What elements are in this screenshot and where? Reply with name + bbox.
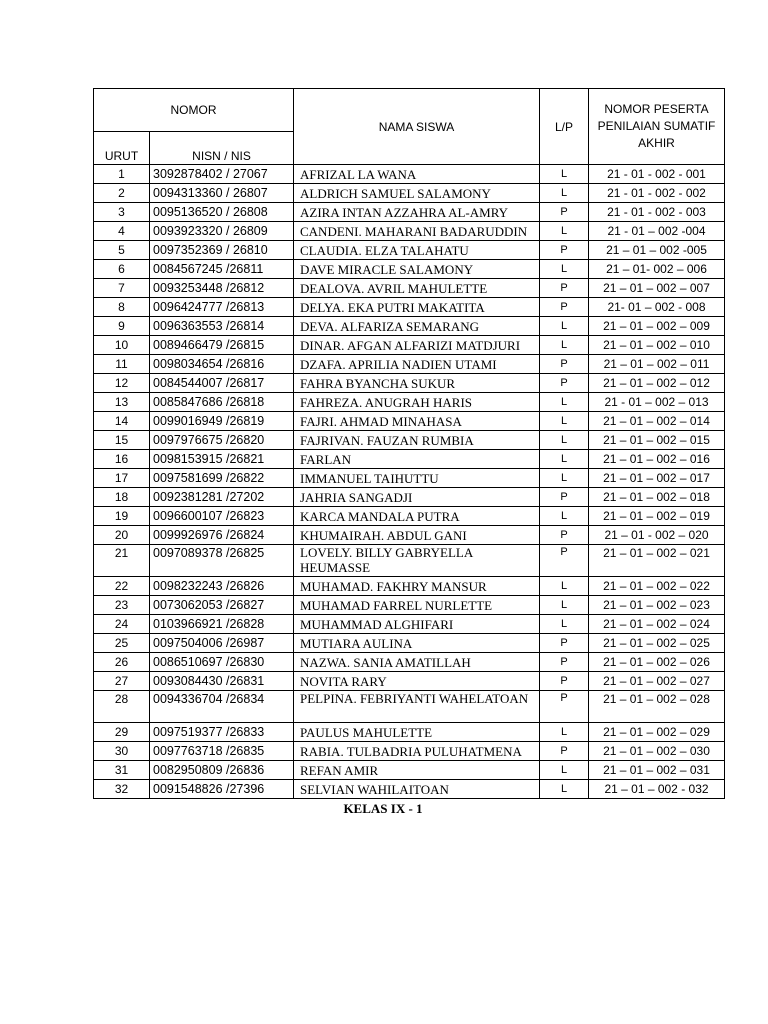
- cell-nisn-nis: 0099926976 /26824: [150, 526, 294, 545]
- cell-nama-siswa: DINAR. AFGAN ALFARIZI MATDJURI: [294, 336, 540, 355]
- cell-nama-siswa: NAZWA. SANIA AMATILLAH: [294, 653, 540, 672]
- table-row: [94, 241, 725, 260]
- cell-nama-siswa: FAJRI. AHMAD MINAHASA: [294, 412, 540, 431]
- table-row: [94, 615, 725, 634]
- cell-lp: L: [540, 184, 589, 203]
- cell-lp: P: [540, 488, 589, 507]
- cell-lp: L: [540, 260, 589, 279]
- cell-nisn-nis: 0093923320 / 26809: [150, 222, 294, 241]
- cell-urut: 9: [94, 317, 150, 336]
- cell-urut: 27: [94, 672, 150, 691]
- cell-nama-siswa: FAHRA BYANCHA SUKUR: [294, 374, 540, 393]
- table-row: [94, 412, 725, 431]
- cell-urut: 10: [94, 336, 150, 355]
- cell-urut: 6: [94, 260, 150, 279]
- table-row: [94, 317, 725, 336]
- cell-urut: 22: [94, 577, 150, 596]
- cell-nomor-peserta: 21 – 01 – 002 – 015: [589, 431, 725, 450]
- cell-nama-siswa: ALDRICH SAMUEL SALAMONY: [294, 184, 540, 203]
- cell-nomor-peserta: 21 - 01 – 002 -004: [589, 222, 725, 241]
- cell-urut: 1: [94, 165, 150, 184]
- cell-lp: P: [540, 203, 589, 222]
- cell-nomor-peserta: 21 – 01 – 002 – 018: [589, 488, 725, 507]
- cell-nama-siswa: LOVELY. BILLY GABRYELLA HEUMASSE: [294, 545, 540, 577]
- cell-urut: 28: [94, 691, 150, 723]
- student-list-sheet: [93, 88, 724, 817]
- cell-nomor-peserta: 21 – 01 – 002 – 025: [589, 634, 725, 653]
- cell-nisn-nis: 0097089378 /26825: [150, 545, 294, 577]
- cell-nisn-nis: 0095136520 / 26808: [150, 203, 294, 222]
- cell-nama-siswa: DELYA. EKA PUTRI MAKATITA: [294, 298, 540, 317]
- header-nomor-peserta-line3: AKHIR: [638, 136, 675, 150]
- student-table: [93, 88, 725, 799]
- cell-nomor-peserta: 21 – 01 – 002 – 028: [589, 691, 725, 723]
- header-nisn-nis: NISN / NIS: [150, 132, 294, 165]
- table-row: [94, 222, 725, 241]
- table-row: [94, 184, 725, 203]
- table-row: [94, 431, 725, 450]
- cell-nomor-peserta: 21 – 01- 002 – 006: [589, 260, 725, 279]
- table-row: [94, 469, 725, 488]
- cell-lp: L: [540, 723, 589, 742]
- cell-nama-siswa: RABIA. TULBADRIA PULUHATMENA: [294, 742, 540, 761]
- table-row: [94, 723, 725, 742]
- cell-urut: 14: [94, 412, 150, 431]
- cell-nomor-peserta: 21 – 01 – 002 – 021: [589, 545, 725, 577]
- header-urut: URUT: [94, 132, 150, 165]
- cell-urut: 18: [94, 488, 150, 507]
- cell-urut: 30: [94, 742, 150, 761]
- cell-nisn-nis: 0097976675 /26820: [150, 431, 294, 450]
- cell-nama-siswa: FAJRIVAN. FAUZAN RUMBIA: [294, 431, 540, 450]
- cell-nama-siswa: SELVIAN WAHILAITOAN: [294, 780, 540, 799]
- table-row: [94, 634, 725, 653]
- cell-nomor-peserta: 21 – 01 – 002 – 022: [589, 577, 725, 596]
- cell-nisn-nis: 0089466479 /26815: [150, 336, 294, 355]
- table-row: [94, 279, 725, 298]
- table-row: [94, 577, 725, 596]
- table-row: [94, 742, 725, 761]
- cell-nisn-nis: 0097519377 /26833: [150, 723, 294, 742]
- cell-nama-siswa: DAVE MIRACLE SALAMONY: [294, 260, 540, 279]
- cell-nisn-nis: 3092878402 / 27067: [150, 165, 294, 184]
- cell-urut: 12: [94, 374, 150, 393]
- cell-nomor-peserta: 21 – 01 – 002 – 007: [589, 279, 725, 298]
- cell-lp: L: [540, 596, 589, 615]
- table-row: [94, 393, 725, 412]
- cell-nama-siswa: NOVITA RARY: [294, 672, 540, 691]
- cell-lp: P: [540, 672, 589, 691]
- cell-nomor-peserta: 21 – 01 – 002 – 024: [589, 615, 725, 634]
- cell-lp: P: [540, 634, 589, 653]
- cell-lp: P: [540, 241, 589, 260]
- cell-nama-siswa: FAHREZA. ANUGRAH HARIS: [294, 393, 540, 412]
- table-row: [94, 780, 725, 799]
- table-row: [94, 298, 725, 317]
- cell-nomor-peserta: 21 – 01 – 002 – 030: [589, 742, 725, 761]
- cell-nisn-nis: 0103966921 /26828: [150, 615, 294, 634]
- cell-urut: 31: [94, 761, 150, 780]
- header-nomor-peserta-line1: NOMOR PESERTA: [604, 102, 709, 116]
- cell-nisn-nis: 0096424777 /26813: [150, 298, 294, 317]
- cell-urut: 21: [94, 545, 150, 577]
- cell-lp: L: [540, 450, 589, 469]
- cell-nomor-peserta: 21 – 01 - 002 – 020: [589, 526, 725, 545]
- cell-urut: 3: [94, 203, 150, 222]
- cell-nisn-nis: 0096363553 /26814: [150, 317, 294, 336]
- cell-lp: P: [540, 374, 589, 393]
- cell-nomor-peserta: 21 – 01 – 002 – 010: [589, 336, 725, 355]
- cell-nisn-nis: 0097581699 /26822: [150, 469, 294, 488]
- cell-lp: P: [540, 279, 589, 298]
- cell-lp: L: [540, 507, 589, 526]
- cell-urut: 13: [94, 393, 150, 412]
- cell-urut: 17: [94, 469, 150, 488]
- cell-lp: P: [540, 653, 589, 672]
- cell-urut: 26: [94, 653, 150, 672]
- cell-nisn-nis: 0082950809 /26836: [150, 761, 294, 780]
- cell-nama-siswa: FARLAN: [294, 450, 540, 469]
- cell-lp: L: [540, 615, 589, 634]
- cell-nomor-peserta: 21 - 01 - 002 - 001: [589, 165, 725, 184]
- cell-nisn-nis: 0098153915 /26821: [150, 450, 294, 469]
- cell-urut: 8: [94, 298, 150, 317]
- cell-nisn-nis: 0086510697 /26830: [150, 653, 294, 672]
- cell-nama-siswa: AFRIZAL LA WANA: [294, 165, 540, 184]
- cell-nomor-peserta: 21 – 01 – 002 - 032: [589, 780, 725, 799]
- cell-lp: P: [540, 742, 589, 761]
- cell-nomor-peserta: 21 – 01 – 002 – 011: [589, 355, 725, 374]
- cell-urut: 20: [94, 526, 150, 545]
- cell-nama-siswa: DEALOVA. AVRIL MAHULETTE: [294, 279, 540, 298]
- cell-nisn-nis: 0084567245 /26811: [150, 260, 294, 279]
- cell-lp: L: [540, 317, 589, 336]
- cell-lp: L: [540, 761, 589, 780]
- cell-lp: P: [540, 545, 589, 577]
- cell-urut: 32: [94, 780, 150, 799]
- cell-nama-siswa: IMMANUEL TAIHUTTU: [294, 469, 540, 488]
- cell-urut: 23: [94, 596, 150, 615]
- cell-lp: L: [540, 412, 589, 431]
- cell-nomor-peserta: 21 – 01 – 002 – 027: [589, 672, 725, 691]
- cell-urut: 15: [94, 431, 150, 450]
- header-nomor-peserta: [589, 89, 725, 165]
- cell-lp: L: [540, 469, 589, 488]
- cell-urut: 4: [94, 222, 150, 241]
- cell-nomor-peserta: 21 – 01 – 002 – 009: [589, 317, 725, 336]
- cell-nomor-peserta: 21 – 01 – 002 -005: [589, 241, 725, 260]
- cell-nomor-peserta: 21 – 01 – 002 – 029: [589, 723, 725, 742]
- table-row: [94, 336, 725, 355]
- table-row: [94, 507, 725, 526]
- cell-nisn-nis: 0097352369 / 26810: [150, 241, 294, 260]
- cell-nama-siswa: MUHAMAD. FAKHRY MANSUR: [294, 577, 540, 596]
- header-lp: L/P: [540, 89, 589, 165]
- cell-nisn-nis: 0098232243 /26826: [150, 577, 294, 596]
- cell-lp: P: [540, 355, 589, 374]
- cell-nomor-peserta: 21 – 01 – 002 – 017: [589, 469, 725, 488]
- cell-urut: 5: [94, 241, 150, 260]
- cell-nomor-peserta: 21 – 01 – 002 – 014: [589, 412, 725, 431]
- cell-lp: L: [540, 431, 589, 450]
- cell-nisn-nis: 0093084430 /26831: [150, 672, 294, 691]
- table-row: [94, 691, 725, 723]
- cell-nisn-nis: 0096600107 /26823: [150, 507, 294, 526]
- cell-urut: 16: [94, 450, 150, 469]
- cell-nama-siswa: PELPINA. FEBRIYANTI WAHELATOAN: [294, 691, 540, 723]
- cell-nisn-nis: 0094313360 / 26807: [150, 184, 294, 203]
- cell-nama-siswa: CLAUDIA. ELZA TALAHATU: [294, 241, 540, 260]
- table-row: [94, 672, 725, 691]
- cell-lp: P: [540, 298, 589, 317]
- cell-nisn-nis: 0097504006 /26987: [150, 634, 294, 653]
- table-row: [94, 260, 725, 279]
- cell-nama-siswa: REFAN AMIR: [294, 761, 540, 780]
- cell-nisn-nis: 0094336704 /26834: [150, 691, 294, 723]
- cell-urut: 7: [94, 279, 150, 298]
- cell-nama-siswa: PAULUS MAHULETTE: [294, 723, 540, 742]
- cell-nomor-peserta: 21 – 01 – 002 – 016: [589, 450, 725, 469]
- cell-nomor-peserta: 21 - 01 - 002 - 002: [589, 184, 725, 203]
- table-row: [94, 761, 725, 780]
- cell-nisn-nis: 0073062053 /26827: [150, 596, 294, 615]
- cell-lp: P: [540, 691, 589, 723]
- cell-nisn-nis: 0085847686 /26818: [150, 393, 294, 412]
- cell-nama-siswa: CANDENI. MAHARANI BADARUDDIN: [294, 222, 540, 241]
- cell-nama-siswa: KARCA MANDALA PUTRA: [294, 507, 540, 526]
- cell-nomor-peserta: 21 – 01 – 002 – 026: [589, 653, 725, 672]
- cell-lp: L: [540, 780, 589, 799]
- table-row: [94, 374, 725, 393]
- header-nomor-peserta-line2: PENILAIAN SUMATIF: [597, 119, 716, 133]
- cell-urut: 19: [94, 507, 150, 526]
- cell-nisn-nis: 0093253448 /26812: [150, 279, 294, 298]
- cell-lp: L: [540, 165, 589, 184]
- cell-urut: 11: [94, 355, 150, 374]
- cell-nama-siswa: DEVA. ALFARIZA SEMARANG: [294, 317, 540, 336]
- class-caption: KELAS IX - 1: [343, 801, 423, 816]
- cell-urut: 24: [94, 615, 150, 634]
- cell-urut: 2: [94, 184, 150, 203]
- cell-nomor-peserta: 21 – 01 – 002 – 023: [589, 596, 725, 615]
- table-row: [94, 355, 725, 374]
- cell-nomor-peserta: 21 – 01 – 002 – 031: [589, 761, 725, 780]
- cell-nomor-peserta: 21 – 01 – 002 – 012: [589, 374, 725, 393]
- cell-nisn-nis: 0097763718 /26835: [150, 742, 294, 761]
- cell-nisn-nis: 0092381281 /27202: [150, 488, 294, 507]
- cell-nisn-nis: 0099016949 /26819: [150, 412, 294, 431]
- cell-nama-siswa: KHUMAIRAH. ABDUL GANI: [294, 526, 540, 545]
- cell-lp: P: [540, 526, 589, 545]
- table-row: [94, 526, 725, 545]
- cell-nama-siswa: MUHAMAD FARREL NURLETTE: [294, 596, 540, 615]
- table-row: [94, 545, 725, 577]
- table-row: [94, 165, 725, 184]
- header-nomor: NOMOR: [94, 89, 294, 132]
- cell-nisn-nis: 0098034654 /26816: [150, 355, 294, 374]
- cell-nisn-nis: 0091548826 /27396: [150, 780, 294, 799]
- cell-lp: L: [540, 393, 589, 412]
- cell-nama-siswa: DZAFA. APRILIA NADIEN UTAMI: [294, 355, 540, 374]
- cell-urut: 29: [94, 723, 150, 742]
- cell-nama-siswa: MUTIARA AULINA: [294, 634, 540, 653]
- cell-nomor-peserta: 21 - 01 - 002 - 003: [589, 203, 725, 222]
- table-row: [94, 203, 725, 222]
- table-row: [94, 596, 725, 615]
- header-nama-siswa: NAMA SISWA: [294, 89, 540, 165]
- table-row: [94, 653, 725, 672]
- cell-nama-siswa: AZIRA INTAN AZZAHRA AL-AMRY: [294, 203, 540, 222]
- cell-lp: L: [540, 577, 589, 596]
- cell-lp: L: [540, 222, 589, 241]
- cell-nama-siswa: JAHRIA SANGADJI: [294, 488, 540, 507]
- table-row: [94, 488, 725, 507]
- cell-nomor-peserta: 21 - 01 – 002 – 013: [589, 393, 725, 412]
- cell-lp: L: [540, 336, 589, 355]
- cell-nomor-peserta: 21- 01 – 002 - 008: [589, 298, 725, 317]
- cell-nomor-peserta: 21 – 01 – 002 – 019: [589, 507, 725, 526]
- cell-nama-siswa: MUHAMMAD ALGHIFARI: [294, 615, 540, 634]
- cell-urut: 25: [94, 634, 150, 653]
- table-row: [94, 450, 725, 469]
- cell-nisn-nis: 0084544007 /26817: [150, 374, 294, 393]
